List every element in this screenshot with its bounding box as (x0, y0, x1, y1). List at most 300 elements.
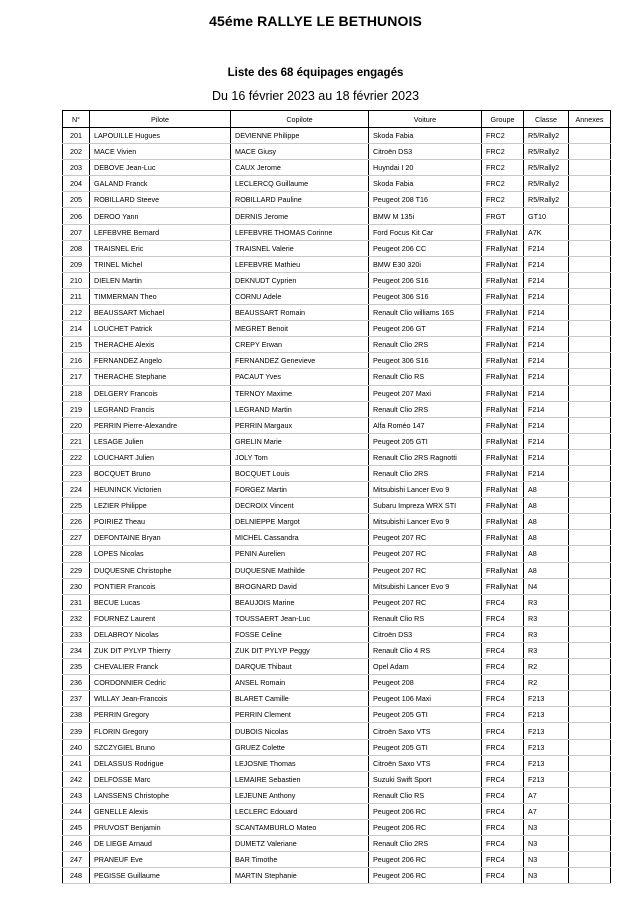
cell-number: 226 (63, 514, 90, 530)
cell-copilote: DEVIENNE Philippe (231, 128, 369, 144)
cell-classe: F214 (524, 417, 569, 433)
cell-pilote: ROBILLARD Steeve (90, 192, 231, 208)
cell-voiture: Peugeot 205 GTI (369, 707, 482, 723)
cell-number: 239 (63, 723, 90, 739)
cell-pilote: THERACHE Stephane (90, 369, 231, 385)
cell-groupe: FRC4 (482, 739, 524, 755)
cell-pilote: WILLAY Jean-Francois (90, 691, 231, 707)
table-row (63, 610, 611, 626)
cell-voiture: Citroën DS3 (369, 626, 482, 642)
cell-annexes (569, 417, 611, 433)
cell-voiture: Renault Clio 2RS (369, 465, 482, 481)
cell-classe: N3 (524, 852, 569, 868)
cell-annexes (569, 723, 611, 739)
cell-pilote: LOUCHET Patrick (90, 321, 231, 337)
cell-number: 229 (63, 562, 90, 578)
cell-copilote: BEAUJOIS Marine (231, 594, 369, 610)
table-row (63, 643, 611, 659)
cell-voiture: Opel Adam (369, 659, 482, 675)
header-voiture: Voiture (369, 111, 482, 128)
cell-voiture: Mitsubishi Lancer Evo 9 (369, 482, 482, 498)
table-row (63, 514, 611, 530)
cell-annexes (569, 401, 611, 417)
cell-annexes (569, 836, 611, 852)
cell-pilote: DIELEN Martin (90, 272, 231, 288)
cell-voiture: Skoda Fabia (369, 176, 482, 192)
table-row (63, 465, 611, 481)
cell-groupe: FRallyNat (482, 305, 524, 321)
cell-number: 238 (63, 707, 90, 723)
cell-annexes (569, 192, 611, 208)
cell-annexes (569, 369, 611, 385)
cell-groupe: FRC4 (482, 771, 524, 787)
cell-number: 247 (63, 852, 90, 868)
cell-copilote: LEMAIRE Sebastien (231, 771, 369, 787)
cell-copilote: GRELIN Marie (231, 433, 369, 449)
cell-classe: R5/Rally2 (524, 160, 569, 176)
table-row (63, 691, 611, 707)
table-row (63, 224, 611, 240)
table-row (63, 739, 611, 755)
entry-list-table (62, 110, 611, 884)
cell-classe: F214 (524, 401, 569, 417)
cell-pilote: PONTIER Francois (90, 578, 231, 594)
cell-voiture: Mitsubishi Lancer Evo 9 (369, 578, 482, 594)
cell-classe: F214 (524, 256, 569, 272)
cell-annexes (569, 482, 611, 498)
table-row (63, 594, 611, 610)
table-row (63, 192, 611, 208)
cell-pilote: PEGISSE Guillaume (90, 868, 231, 884)
cell-copilote: MICHEL Cassandra (231, 530, 369, 546)
cell-copilote: LEJOSNE Thomas (231, 755, 369, 771)
cell-copilote: ZUK DIT PYLYP Peggy (231, 643, 369, 659)
cell-groupe: FRallyNat (482, 578, 524, 594)
cell-number: 217 (63, 369, 90, 385)
cell-number: 236 (63, 675, 90, 691)
cell-voiture: Peugeot 206 RC (369, 852, 482, 868)
cell-annexes (569, 626, 611, 642)
cell-pilote: LOPES Nicolas (90, 546, 231, 562)
table-row (63, 272, 611, 288)
cell-voiture: Citroën Saxo VTS (369, 723, 482, 739)
cell-number: 246 (63, 836, 90, 852)
table-row (63, 530, 611, 546)
cell-voiture: Peugeot 106 Maxi (369, 691, 482, 707)
cell-voiture: Peugeot 207 Maxi (369, 385, 482, 401)
cell-number: 208 (63, 240, 90, 256)
table-row (63, 240, 611, 256)
cell-pilote: PERRIN Gregory (90, 707, 231, 723)
cell-voiture: Peugeot 208 T16 (369, 192, 482, 208)
cell-groupe: FRGT (482, 208, 524, 224)
cell-pilote: LEFEBVRE Bernard (90, 224, 231, 240)
cell-number: 202 (63, 144, 90, 160)
cell-pilote: GENELLE Alexis (90, 803, 231, 819)
cell-groupe: FRC4 (482, 723, 524, 739)
cell-voiture: Peugeot 206 RC (369, 868, 482, 884)
header-classe: Classe (524, 111, 569, 128)
cell-groupe: FRC4 (482, 852, 524, 868)
cell-classe: F214 (524, 353, 569, 369)
cell-copilote: CORNU Adele (231, 288, 369, 304)
header-pilote: Pilote (90, 111, 231, 128)
cell-number: 244 (63, 803, 90, 819)
cell-copilote: BEAUSSART Romain (231, 305, 369, 321)
table-row (63, 449, 611, 465)
cell-copilote: ROBILLARD Pauline (231, 192, 369, 208)
cell-annexes (569, 675, 611, 691)
cell-classe: N3 (524, 868, 569, 884)
cell-groupe: FRallyNat (482, 256, 524, 272)
table-row (63, 498, 611, 514)
cell-pilote: LANSSENS Christophe (90, 787, 231, 803)
cell-groupe: FRallyNat (482, 240, 524, 256)
cell-groupe: FRallyNat (482, 546, 524, 562)
cell-copilote: CREPY Erwan (231, 337, 369, 353)
cell-voiture: Suzuki Swift Sport (369, 771, 482, 787)
cell-voiture: Peugeot 206 RC (369, 820, 482, 836)
cell-pilote: DELASSUS Rodrigue (90, 755, 231, 771)
cell-classe: R5/Rally2 (524, 128, 569, 144)
cell-copilote: DUBOIS Nicolas (231, 723, 369, 739)
cell-classe: A8 (524, 514, 569, 530)
table-row (63, 836, 611, 852)
cell-copilote: DUQUESNE Mathilde (231, 562, 369, 578)
cell-number: 214 (63, 321, 90, 337)
cell-groupe: FRallyNat (482, 272, 524, 288)
cell-number: 231 (63, 594, 90, 610)
cell-number: 204 (63, 176, 90, 192)
cell-classe: F214 (524, 240, 569, 256)
cell-pilote: DELFOSSE Marc (90, 771, 231, 787)
cell-classe: F214 (524, 369, 569, 385)
table-row (63, 562, 611, 578)
cell-annexes (569, 272, 611, 288)
table-row (63, 337, 611, 353)
cell-number: 221 (63, 433, 90, 449)
cell-pilote: DEBOVE Jean-Luc (90, 160, 231, 176)
cell-number: 240 (63, 739, 90, 755)
table-row (63, 771, 611, 787)
cell-number: 215 (63, 337, 90, 353)
cell-groupe: FRC4 (482, 787, 524, 803)
cell-pilote: DE LIEGE Arnaud (90, 836, 231, 852)
cell-number: 224 (63, 482, 90, 498)
cell-annexes (569, 433, 611, 449)
cell-copilote: LEFEBVRE THOMAS Corinne (231, 224, 369, 240)
cell-classe: R2 (524, 675, 569, 691)
cell-number: 237 (63, 691, 90, 707)
cell-annexes (569, 787, 611, 803)
cell-copilote: LEGRAND Martin (231, 401, 369, 417)
cell-voiture: Peugeot 207 RC (369, 562, 482, 578)
table-row (63, 176, 611, 192)
cell-voiture: Peugeot 206 RC (369, 803, 482, 819)
cell-groupe: FRallyNat (482, 224, 524, 240)
cell-number: 245 (63, 820, 90, 836)
cell-annexes (569, 176, 611, 192)
cell-voiture: Huyndai I 20 (369, 160, 482, 176)
cell-groupe: FRC4 (482, 836, 524, 852)
table-row (63, 787, 611, 803)
cell-groupe: FRallyNat (482, 337, 524, 353)
cell-number: 207 (63, 224, 90, 240)
cell-voiture: BMW E30 320i (369, 256, 482, 272)
cell-pilote: LOUCHART Julien (90, 449, 231, 465)
cell-pilote: BEAUSSART Michael (90, 305, 231, 321)
cell-classe: F213 (524, 707, 569, 723)
cell-pilote: TIMMERMAN Theo (90, 288, 231, 304)
cell-pilote: LEGRAND Francis (90, 401, 231, 417)
cell-groupe: FRC4 (482, 803, 524, 819)
cell-number: 206 (63, 208, 90, 224)
cell-groupe: FRallyNat (482, 449, 524, 465)
table-header-row (63, 111, 611, 128)
cell-number: 211 (63, 288, 90, 304)
cell-number: 216 (63, 353, 90, 369)
cell-number: 232 (63, 610, 90, 626)
cell-voiture: Peugeot 205 GTI (369, 739, 482, 755)
cell-annexes (569, 691, 611, 707)
cell-copilote: DECROIX Vincent (231, 498, 369, 514)
cell-copilote: TRAISNEL Valerie (231, 240, 369, 256)
cell-classe: R5/Rally2 (524, 144, 569, 160)
cell-copilote: TERNOY Maxime (231, 385, 369, 401)
cell-voiture: Citroën Saxo VTS (369, 755, 482, 771)
cell-voiture: Renault Clio RS (369, 610, 482, 626)
cell-copilote: BOCQUET Louis (231, 465, 369, 481)
cell-groupe: FRallyNat (482, 530, 524, 546)
cell-voiture: Renault Clio 4 RS (369, 643, 482, 659)
cell-pilote: DELGERY Francois (90, 385, 231, 401)
cell-classe: A8 (524, 498, 569, 514)
table-row (63, 208, 611, 224)
cell-pilote: LAPOUILLE Hugues (90, 128, 231, 144)
cell-pilote: DEFONTAINE Bryan (90, 530, 231, 546)
cell-pilote: DELABROY Nicolas (90, 626, 231, 642)
cell-annexes (569, 321, 611, 337)
cell-voiture: Peugeot 306 S16 (369, 353, 482, 369)
cell-annexes (569, 208, 611, 224)
cell-classe: A7 (524, 787, 569, 803)
cell-voiture: Peugeot 208 (369, 675, 482, 691)
cell-number: 248 (63, 868, 90, 884)
cell-annexes (569, 739, 611, 755)
cell-classe: A8 (524, 546, 569, 562)
cell-classe: F214 (524, 288, 569, 304)
cell-annexes (569, 868, 611, 884)
cell-classe: F214 (524, 433, 569, 449)
cell-pilote: DUQUESNE Christophe (90, 562, 231, 578)
table-row (63, 144, 611, 160)
cell-annexes (569, 305, 611, 321)
cell-pilote: FERNANDEZ Angelo (90, 353, 231, 369)
cell-pilote: BECUE Lucas (90, 594, 231, 610)
cell-copilote: BROGNARD David (231, 578, 369, 594)
cell-annexes (569, 224, 611, 240)
cell-annexes (569, 449, 611, 465)
table-row (63, 288, 611, 304)
cell-groupe: FRC4 (482, 675, 524, 691)
cell-annexes (569, 288, 611, 304)
cell-voiture: Peugeot 205 GTI (369, 433, 482, 449)
cell-annexes (569, 820, 611, 836)
cell-voiture: Peugeot 206 GT (369, 321, 482, 337)
cell-classe: F214 (524, 321, 569, 337)
table-row (63, 868, 611, 884)
cell-copilote: LEJEUNE Anthony (231, 787, 369, 803)
table-row (63, 803, 611, 819)
cell-voiture: Renault Clio 2RS (369, 401, 482, 417)
cell-number: 241 (63, 755, 90, 771)
cell-copilote: MEGRET Benoit (231, 321, 369, 337)
cell-number: 210 (63, 272, 90, 288)
table-row (63, 675, 611, 691)
cell-number: 233 (63, 626, 90, 642)
table-row (63, 820, 611, 836)
cell-number: 218 (63, 385, 90, 401)
cell-pilote: DEROO Yann (90, 208, 231, 224)
cell-copilote: CAUX Jerome (231, 160, 369, 176)
cell-annexes (569, 594, 611, 610)
cell-groupe: FRallyNat (482, 514, 524, 530)
cell-number: 201 (63, 128, 90, 144)
table-row (63, 417, 611, 433)
cell-pilote: ZUK DIT PYLYP Thierry (90, 643, 231, 659)
cell-classe: N4 (524, 578, 569, 594)
cell-copilote: DARQUE Thibaut (231, 659, 369, 675)
cell-classe: A7 (524, 803, 569, 819)
cell-annexes (569, 610, 611, 626)
cell-copilote: LECLERCQ Guillaume (231, 176, 369, 192)
cell-pilote: MACE Vivien (90, 144, 231, 160)
cell-classe: F214 (524, 272, 569, 288)
cell-groupe: FRC4 (482, 820, 524, 836)
table-row (63, 321, 611, 337)
cell-pilote: PRUVOST Benjamin (90, 820, 231, 836)
cell-annexes (569, 337, 611, 353)
cell-annexes (569, 514, 611, 530)
cell-voiture: Mitsubishi Lancer Evo 9 (369, 514, 482, 530)
cell-groupe: FRallyNat (482, 353, 524, 369)
cell-number: 235 (63, 659, 90, 675)
cell-pilote: THERACHE Alexis (90, 337, 231, 353)
cell-classe: F213 (524, 771, 569, 787)
cell-groupe: FRC2 (482, 176, 524, 192)
cell-classe: F214 (524, 337, 569, 353)
table-row (63, 755, 611, 771)
table-row (63, 160, 611, 176)
cell-classe: F214 (524, 449, 569, 465)
cell-annexes (569, 385, 611, 401)
cell-annexes (569, 771, 611, 787)
cell-pilote: LESAGE Julien (90, 433, 231, 449)
cell-number: 212 (63, 305, 90, 321)
cell-classe: R3 (524, 594, 569, 610)
cell-voiture: Renault Clio 2RS (369, 337, 482, 353)
header-annexes: Annexes (569, 111, 611, 128)
cell-number: 234 (63, 643, 90, 659)
cell-groupe: FRallyNat (482, 321, 524, 337)
document-title: 45éme RALLYE LE BETHUNOIS (209, 13, 422, 29)
cell-annexes (569, 160, 611, 176)
cell-pilote: TRAISNEL Eric (90, 240, 231, 256)
cell-voiture: Peugeot 207 RC (369, 594, 482, 610)
cell-pilote: LEZIER Philippe (90, 498, 231, 514)
cell-pilote: FOURNEZ Laurent (90, 610, 231, 626)
cell-number: 223 (63, 465, 90, 481)
table-row (63, 128, 611, 144)
cell-annexes (569, 852, 611, 868)
cell-copilote: TOUSSAERT Jean-Luc (231, 610, 369, 626)
cell-voiture: Peugeot 206 S16 (369, 272, 482, 288)
cell-voiture: Renault Clio 2RS (369, 836, 482, 852)
cell-groupe: FRallyNat (482, 369, 524, 385)
cell-pilote: PRANEUF Eve (90, 852, 231, 868)
cell-copilote: MACE Giusy (231, 144, 369, 160)
cell-pilote: SZCZYGIEL Bruno (90, 739, 231, 755)
cell-annexes (569, 465, 611, 481)
cell-groupe: FRallyNat (482, 465, 524, 481)
cell-voiture: Citroën DS3 (369, 144, 482, 160)
cell-number: 219 (63, 401, 90, 417)
table-row (63, 659, 611, 675)
header-groupe: Groupe (482, 111, 524, 128)
cell-copilote: DELNIEPPE Margot (231, 514, 369, 530)
cell-groupe: FRC4 (482, 755, 524, 771)
cell-voiture: Skoda Fabia (369, 128, 482, 144)
cell-classe: R2 (524, 659, 569, 675)
cell-groupe: FRallyNat (482, 385, 524, 401)
cell-voiture: Renault Clio 2RS Ragnotti (369, 449, 482, 465)
cell-classe: F213 (524, 691, 569, 707)
table-row (63, 353, 611, 369)
cell-voiture: Subaru Impreza WRX STI (369, 498, 482, 514)
cell-annexes (569, 546, 611, 562)
cell-copilote: FERNANDEZ Genevieve (231, 353, 369, 369)
cell-copilote: LEFEBVRE Mathieu (231, 256, 369, 272)
cell-groupe: FRallyNat (482, 498, 524, 514)
document-subtitle: Liste des 68 équipages engagés (227, 67, 404, 79)
cell-groupe: FRC4 (482, 610, 524, 626)
cell-annexes (569, 755, 611, 771)
cell-number: 227 (63, 530, 90, 546)
cell-annexes (569, 353, 611, 369)
cell-groupe: FRC4 (482, 643, 524, 659)
cell-voiture: Renault Clio RS (369, 787, 482, 803)
cell-number: 228 (63, 546, 90, 562)
cell-classe: R3 (524, 643, 569, 659)
event-dates: Du 16 février 2023 au 18 février 2023 (211, 89, 420, 103)
cell-number: 220 (63, 417, 90, 433)
cell-copilote: DERNIS Jerome (231, 208, 369, 224)
cell-number: 209 (63, 256, 90, 272)
table-row (63, 369, 611, 385)
cell-classe: N3 (524, 836, 569, 852)
cell-number: 243 (63, 787, 90, 803)
cell-annexes (569, 803, 611, 819)
cell-classe: F213 (524, 739, 569, 755)
cell-classe: A8 (524, 562, 569, 578)
cell-annexes (569, 256, 611, 272)
cell-voiture: BMW M 135i (369, 208, 482, 224)
table-row (63, 707, 611, 723)
cell-classe: F214 (524, 385, 569, 401)
cell-annexes (569, 659, 611, 675)
cell-annexes (569, 578, 611, 594)
cell-voiture: Peugeot 306 S16 (369, 288, 482, 304)
